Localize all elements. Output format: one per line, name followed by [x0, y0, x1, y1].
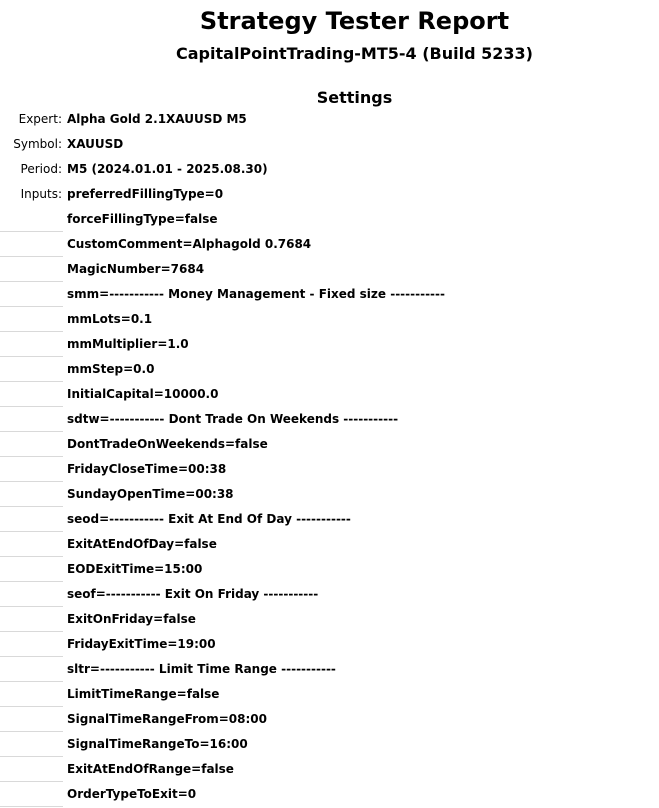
input-row — [0, 532, 659, 557]
settings-row-inputs — [0, 182, 659, 207]
input-row — [0, 682, 659, 707]
input-row — [0, 457, 659, 482]
row-label: Symbol: — [13, 137, 62, 151]
row-value: mmStep=0.0 — [67, 362, 155, 376]
row-value: seod=----------- Exit At End Of Day ----------- — [67, 512, 351, 526]
row-value: SundayOpenTime=00:38 — [67, 487, 234, 501]
row-value: EODExitTime=15:00 — [67, 562, 203, 576]
row-value: LimitTimeRange=false — [67, 687, 220, 701]
settings-row-symbol — [0, 132, 659, 157]
row-value: CustomComment=Alphagold 0.7684 — [67, 237, 312, 251]
row-value: MagicNumber=7684 — [67, 262, 205, 276]
input-row — [0, 582, 659, 607]
input-row — [0, 732, 659, 757]
report-title: Strategy Tester Report — [199, 7, 510, 35]
row-value: smm=----------- Money Management - Fixed size ----------- — [67, 287, 445, 301]
settings-table — [0, 107, 659, 807]
row-value: DontTradeOnWeekends=false — [67, 437, 268, 451]
row-value: preferredFillingType=0 — [67, 187, 224, 201]
input-row — [0, 232, 659, 257]
row-value: Alpha Gold 2.1XAUUSD M5 — [67, 112, 247, 126]
row-value: ExitAtEndOfDay=false — [67, 537, 217, 551]
row-value: FridayExitTime=19:00 — [67, 637, 216, 651]
input-row — [0, 707, 659, 732]
row-value: mmLots=0.1 — [67, 312, 153, 326]
row-value: FridayCloseTime=00:38 — [67, 462, 227, 476]
input-row — [0, 607, 659, 632]
input-row — [0, 557, 659, 582]
input-row — [0, 782, 659, 807]
input-row — [0, 382, 659, 407]
input-row — [0, 357, 659, 382]
row-value: sdtw=----------- Dont Trade On Weekends ----------- — [67, 412, 399, 426]
input-row — [0, 657, 659, 682]
input-row — [0, 757, 659, 782]
row-value: InitialCapital=10000.0 — [67, 387, 219, 401]
input-row — [0, 282, 659, 307]
row-value: SignalTimeRangeTo=16:00 — [67, 737, 248, 751]
row-value: ExitAtEndOfRange=false — [67, 762, 234, 776]
input-row — [0, 482, 659, 507]
row-value: sltr=----------- Limit Time Range ----------- — [67, 662, 336, 676]
input-row — [0, 407, 659, 432]
row-value: XAUUSD — [67, 137, 124, 151]
row-value: OrderTypeToExit=0 — [67, 787, 197, 801]
row-value: SignalTimeRangeFrom=08:00 — [67, 712, 267, 726]
row-label: Expert: — [18, 112, 62, 126]
row-label: Period: — [20, 162, 62, 176]
input-row — [0, 507, 659, 532]
input-row — [0, 307, 659, 332]
row-value: mmMultiplier=1.0 — [67, 337, 189, 351]
row-value: M5 (2024.01.01 - 2025.08.30) — [67, 162, 268, 176]
row-label: Inputs: — [20, 187, 62, 201]
input-row — [0, 432, 659, 457]
row-value: ExitOnFriday=false — [67, 612, 196, 626]
input-row — [0, 632, 659, 657]
report-subtitle: CapitalPointTrading-MT5-4 (Build 5233) — [176, 44, 533, 63]
input-row — [0, 257, 659, 282]
settings-row-expert — [0, 107, 659, 132]
section-heading-settings: Settings — [316, 88, 393, 107]
settings-row-period — [0, 157, 659, 182]
row-value: forceFillingType=false — [67, 212, 218, 226]
input-row — [0, 332, 659, 357]
row-value: seof=----------- Exit On Friday ----------- — [67, 587, 319, 601]
input-row — [0, 207, 659, 232]
